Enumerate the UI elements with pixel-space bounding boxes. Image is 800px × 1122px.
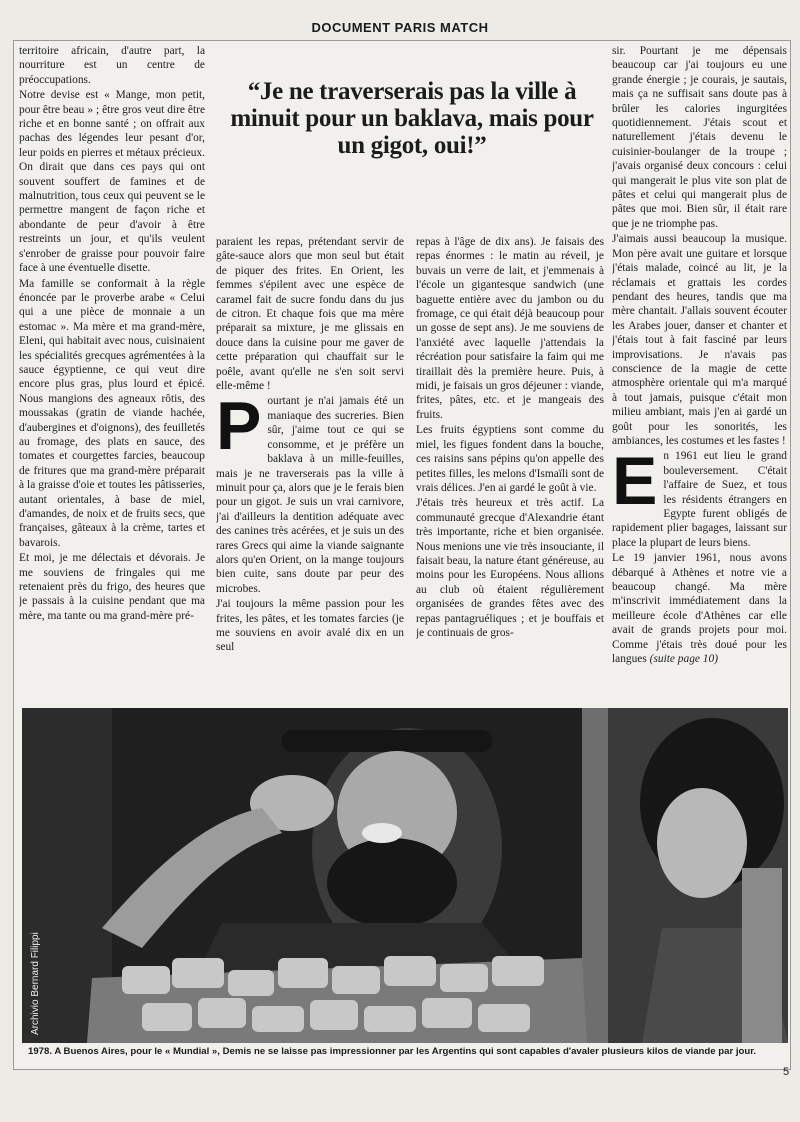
paragraph: J'aimais aussi beaucoup la musique. Mon père avait une guitare et lorsque j'étais malade, coincé au lit, je la réclamais et grattais les cordes pendant des heures, tandis que ma mère chantait. J'allais souvent écouter les Arabes jouer, danser et chanter et j'étais tout à fait fasciné par leurs improvisations. Je n'avais pas conscience de la magie de cette atmosphère orientale qui m'a marqué à tout jamais, puisque c'était mon milieu ambiant, mais j'en ai gardé un goût pour les sonorités, les ambiances, les costumes et les fastes ! bbox=[612, 233, 787, 447]
paragraph-text: n 1961 eut lieu le grand bouleversement. C'était l'affaire de Suez, et tous les résidents étrangers en Egypte furent obligés de rapidement plier bagages, laissant sur place la plupart de leurs biens. bbox=[612, 450, 787, 549]
page-header: DOCUMENT PARIS MATCH bbox=[311, 20, 489, 35]
pull-quote: “Je ne traverserais pas la ville à minuit pour un baklava, mais pour un gigot, oui!” bbox=[230, 78, 594, 159]
page-number: 5 bbox=[783, 1066, 790, 1078]
paragraph: Notre devise est « Mange, mon petit, pour être beau » ; être gros veut dire être riche et en bonne santé ; on offrait aux pachas des légendes leur pesant d'or, leur poids en pierres et métaux précieux. On dirait que dans ces pays qui ont souvent souffert de famines et de malnutrition, tous ceux qui peuvent se le permettre mangent de façon riche et abondante de peur d'avoir à être restreints un jour, et qu'ils veulent s'enrober de graisse pour pouvoir faire face à une éventuelle disette. bbox=[19, 89, 205, 275]
continuation-note: (suite page 10) bbox=[649, 653, 718, 666]
paragraph: paraient les repas, prétendant servir de gâte-sauce alors que mon seul but était de piquer des frites. En Orient, les femmes s'épilent avec une espèce de caramel fait de sucre fondu dans du jus de citron. Et chaque fois que ma mère préparait sa mixture, je me glissais en douce dans la cuisine pour me gaver de cette préparation qui chauffait sur le poêle, avant qu'elle ne s'en soit servi elle-même ! bbox=[216, 236, 404, 393]
paragraph: Ma famille se conformait à la règle énoncée par le proverbe arabe « Celui qui a une pièce de monnaie a un estomac ». Ma mère et ma grand-mère, Eleni, qui habitait avec nous, cuisinaient les spécialités grecques agrémentées à la sauce égyptienne, ce qui veut dire encore plus gras, plus lourd et épicé. Nous mangions des agneaux rôtis, des moussakas (gratin de viande hachée, d'aubergines et d'oignons), des feuilletés au fromage, des plats en sauce, des tomates et courgettes farcies, beaucoup de fritures que ma grand-mère préparait à la graisse d'oie et toutes les pâtisseries, autant orientales, à base de miel, d'amandes, de noix et de fruits secs, que françaises, gâteaux à la crème, tartes et bavarois. bbox=[19, 277, 205, 549]
paragraph bbox=[612, 551, 787, 666]
photo-caption: 1978. A Buenos Aires, pour le « Mundial », Demis ne se laisse pas impressionner par les Argentins qui sont capables d'avaler plusieurs kilos de viande par jour. bbox=[28, 1046, 757, 1057]
paragraph: Et moi, je me délectais et dévorais. Je me souviens de fringales qui me retenaient près du frigo, des heures que je passais à la cuisine pendant que ma mère, ma tante ou ma grand-mère pré- bbox=[19, 552, 205, 622]
dropcap-letter: E bbox=[612, 443, 658, 520]
article-column-3 bbox=[416, 235, 604, 705]
dropcap-letter: P bbox=[216, 388, 262, 465]
dropcap-paragraph bbox=[216, 388, 404, 596]
photo-credit: Archivio Bernard Filippi bbox=[30, 932, 41, 1035]
article-column-1 bbox=[19, 44, 205, 704]
paragraph-text: Le 19 janvier 1961, nous avons débarqué à Athènes et notre vie a beaucoup changé. Ma mère m'inscrivit immédiatement dans la meilleure école d'Athènes car elle avait de grands projets pour moi. Comme j'étais très doué pour les langues bbox=[612, 552, 787, 666]
article-column-2 bbox=[216, 235, 404, 705]
paragraph: Les fruits égyptiens sont comme du miel, les figues fondent dans la bouche, ces raisins sans pépins qu'on appelle des petites filles, les melons d'Ismaïli sont de vrais délices. J'en ai gardé le goût à vie. bbox=[416, 424, 604, 494]
paragraph: J'ai toujours la même passion pour les frites, les pâtes, et les tomates farcies (je me souviens en avoir avalé dix en un seul bbox=[216, 598, 404, 654]
article-column-4 bbox=[612, 44, 787, 704]
photo-illustration bbox=[22, 708, 788, 1043]
paragraph: territoire africain, d'autre part, la nourriture est un centre de préoccupations. bbox=[19, 45, 205, 86]
paragraph: J'étais très heureux et très actif. La communauté grecque d'Alexandrie étant très importante, riche et bien organisée. Nous menions une vie très insouciante, il faisait beau, la nature étant généreuse, au moins pour les Européens. Nous allions au club où étaient régulièrement organisées de grandes fêtes avec des repas pantagruéliques ; et je bouffais et je continuais de gros- bbox=[416, 497, 604, 639]
article-photo bbox=[22, 708, 788, 1043]
paragraph: sir. Pourtant je me dépensais beaucoup car j'ai toujours eu une grande énergie ; je courais, je sautais, mais ça ne suffisait sans doute pas à brûler les calories ingurgitées quotidiennement. J'étais scout et naturellement j'étais devenu le cuisinier-boulanger de la troupe ; j'avais organisé deux concours : celui qui mangerait le plus vite son plat de pâtes et celui qui mangerait plus de pâtes que moi. Bien sûr, il était rare que je ne triomphe pas. bbox=[612, 45, 787, 230]
paragraph-text: ourtant je n'ai jamais été un maniaque des sucreries. Bien sûr, j'aime tout ce qui se consomme, et je préfère un baklava à un mille-feuilles, mais je ne traverserais pas la ville à minuit pour ça, alors que je le ferais bien pour un gigot. Je suis un vrai carnivore, j'ai d'ailleurs la dentition adéquate avec des canines très acérées, et je suis un des rares Grecs qui aime la viande saignante alors qu'en Orient, on la mange toujours bien cuite, sans doute par peur des microbes. bbox=[216, 395, 404, 595]
paragraph: repas à l'âge de dix ans). Je faisais des repas énormes : le matin au réveil, je buvais un verre de lait, et j'emmenais à l'école un gigantesque sandwich (une baguette entière avec du jambon ou du fromage, ce qui était déjà beaucoup pour un gosse de sept ans). Je me souviens de l'anxiété avec laquelle j'attendais la récréation pour satisfaire la faim qui me tiraillait dès la première heure. Puis, à midi, je faisais un gros déjeuner : viande, frites, pâtes, etc. et je mangeais des fruits. bbox=[416, 236, 604, 421]
dropcap-paragraph bbox=[612, 443, 787, 550]
